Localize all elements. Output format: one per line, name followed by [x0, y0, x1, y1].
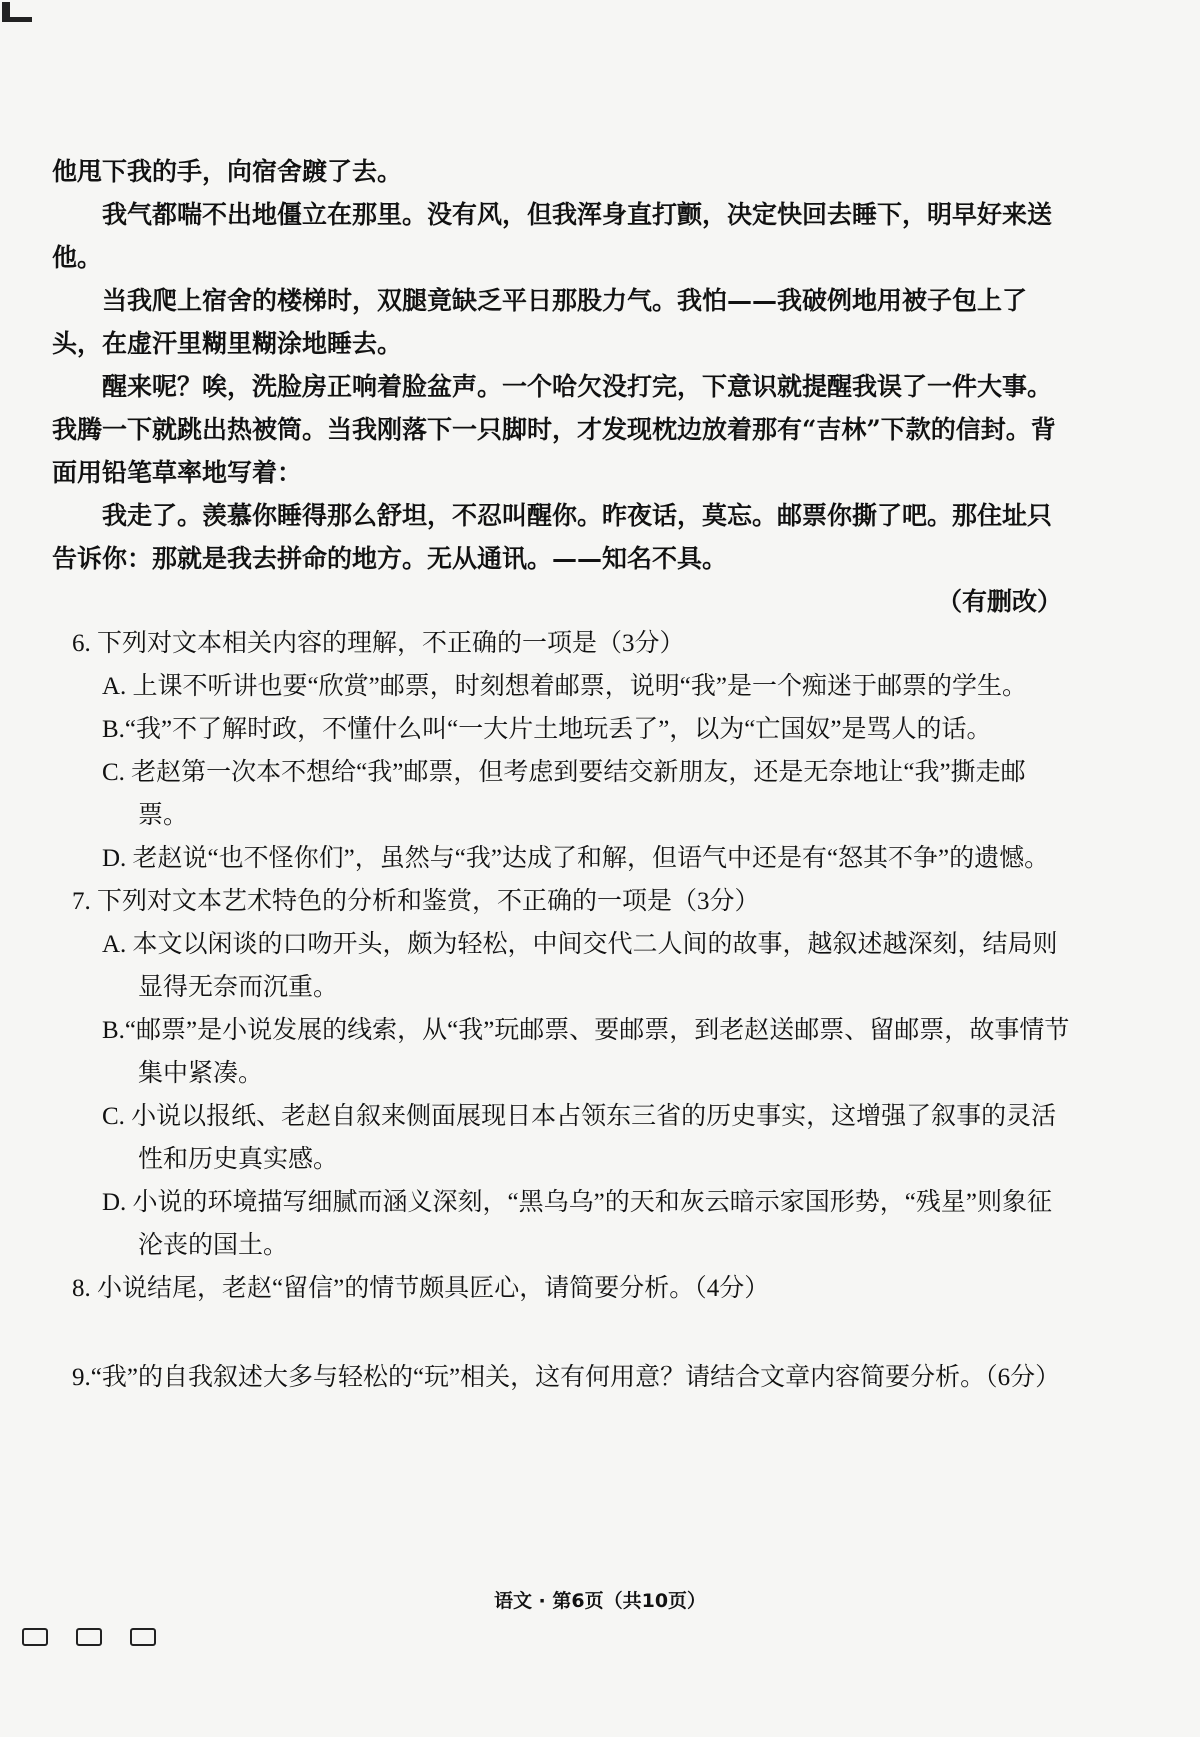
question-7-option-a: A. 本文以闲谈的口吻开头，颇为轻松，中间交代二人间的故事，越叙述越深刻，结局则显得无奈而沉重。: [102, 931, 1058, 1001]
question-9-stem: 9.“我”的自我叙述大多与轻松的“玩”相关，这有何用意？请结合文章内容简要分析。（6分）: [72, 1364, 1061, 1391]
question-7-option-d: D. 小说的环境描写细腻而涵义深刻，“黑乌乌”的天和灰云暗示家国形势，“残星”则象征沦丧的国土。: [102, 1189, 1052, 1259]
footer-box-icon: [76, 1628, 102, 1646]
question-8: [72, 1267, 1072, 1310]
question-7-option-c: C. 小说以报纸、老赵自叙来侧面展现日本占领东三省的历史事实，这增强了叙事的灵活性和历史真实感。: [102, 1103, 1057, 1173]
question-6-option-c: C. 老赵第一次本不想给“我”邮票，但考虑到要结交新朋友，还是无奈地让“我”撕走邮票。: [102, 759, 1026, 829]
passage-paragraph-1: 他甩下我的手，向宿舍踱了去。: [52, 157, 403, 186]
passage-paragraph-2: 我气都喘不出地僵立在那里。没有风，但我浑身直打颤，决定快回去睡下，明早好来送他。: [52, 200, 1053, 272]
question-6-option-d: D. 老赵说“也不怪你们”，虽然与“我”达成了和解，但语气中还是有“怒其不争”的遗憾。: [102, 845, 1050, 872]
question-7: [72, 880, 1072, 1267]
question-9: [72, 1356, 1072, 1399]
question-section: [72, 622, 1072, 1399]
passage-paragraph-4: 醒来呢？唉，洗脸房正响着脸盆声。一个哈欠没打完，下意识就提醒我误了一件大事。我腾一下就跳出热被筒。当我刚落下一只脚时，才发现枕边放着那有“吉林”下款的信封。背面用铅笔草率地写着：: [52, 372, 1056, 487]
question-6: [72, 622, 1072, 880]
question-7-stem: 7. 下列对文本艺术特色的分析和鉴赏，不正确的一项是（3分）: [72, 888, 760, 915]
reading-passage: [52, 150, 1062, 623]
passage-paragraph-5: 我走了。羡慕你睡得那么舒坦，不忍叫醒你。昨夜话，莫忘。邮票你撕了吧。那住址只告诉你：那就是我去拼命的地方。无从通讯。——知名不具。: [52, 501, 1053, 573]
question-6-option-a: A. 上课不听讲也要“欣赏”邮票，时刻想着邮票，说明“我”是一个痴迷于邮票的学生。: [102, 673, 1027, 700]
footer-box-icon: [22, 1628, 48, 1646]
question-8-stem: 8. 小说结尾，老赵“留信”的情节颇具匠心，请简要分析。（4分）: [72, 1275, 770, 1302]
footer-box-icon: [130, 1628, 156, 1646]
question-6-option-b: B.“我”不了解时政，不懂什么叫“一大片土地玩丢了”，以为“亡国奴”是骂人的话。: [102, 716, 992, 743]
question-7-option-b: B.“邮票”是小说发展的线索，从“我”玩邮票、要邮票，到老赵送邮票、留邮票，故事情节集中紧凑。: [102, 1017, 1070, 1087]
source-note: （有删改）: [936, 587, 1062, 616]
corner-mark-icon: [0, 0, 34, 26]
passage-paragraph-3: 当我爬上宿舍的楼梯时，双腿竟缺乏平日那股力气。我怕——我破例地用被子包上了头，在虚汗里糊里糊涂地睡去。: [52, 286, 1028, 358]
question-6-stem: 6. 下列对文本相关内容的理解，不正确的一项是（3分）: [72, 630, 685, 657]
page-footer: 语文 · 第6页（共10页）: [493, 1590, 707, 1612]
